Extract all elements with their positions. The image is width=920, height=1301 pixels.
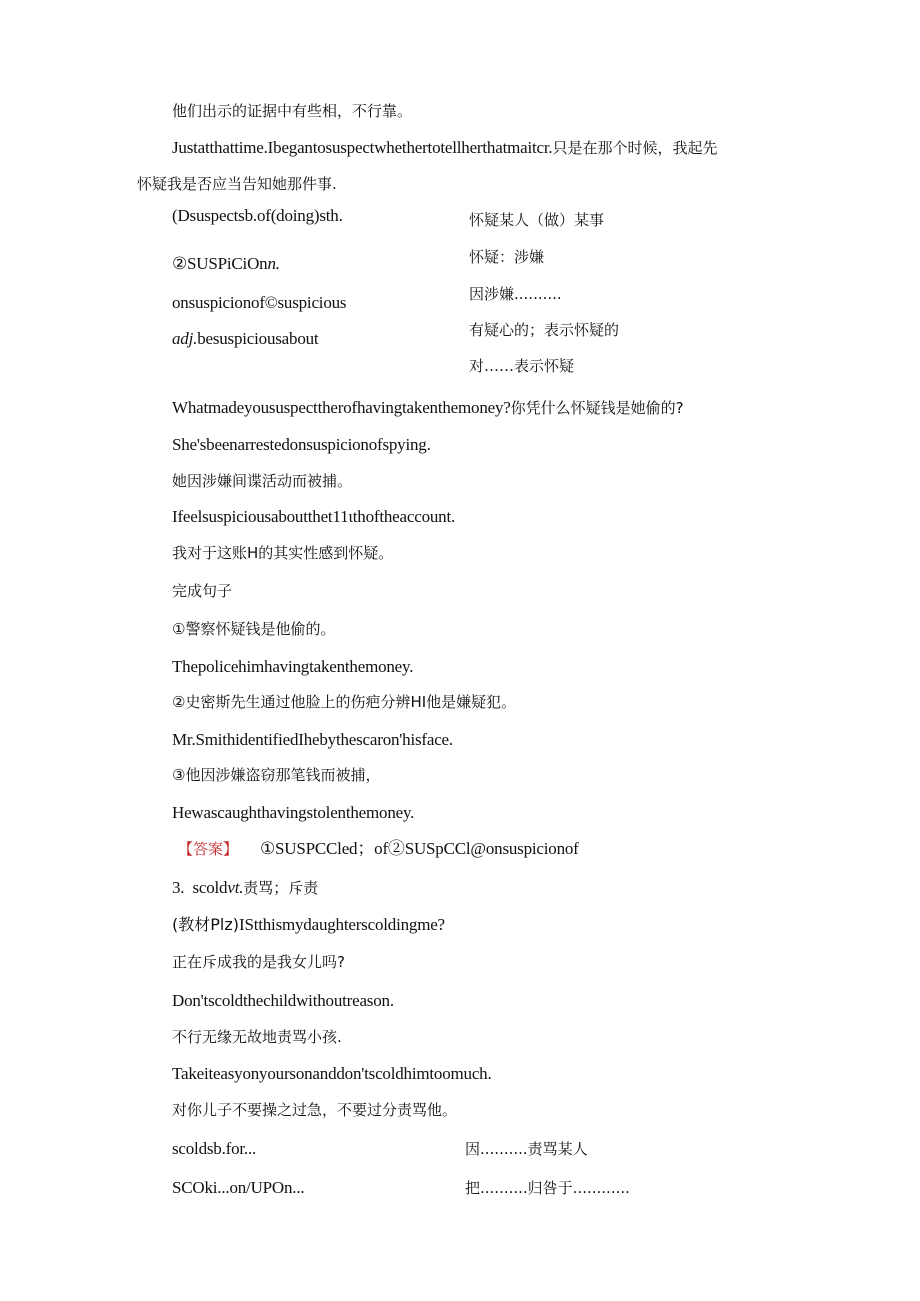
answer-text: ①SUSPCCled；of②SUSpCCl@onsuspicionof	[260, 839, 579, 858]
phrase-meaning: 怀疑某人（做）某事	[469, 211, 605, 229]
word-heading	[172, 879, 318, 896]
example-sentence: Ifeelsuspiciousaboutthet11ιthoftheaccount.	[172, 507, 456, 526]
example-sentence: Don'tscoldthechildwithoutreason.	[172, 991, 394, 1010]
english-text: IStthismydaughterscoldingme?	[238, 915, 445, 934]
phrase-meaning: 有疑心的；表示怀疑的	[469, 321, 620, 339]
english-text: Whatmadeyoususpecttherofhavingtakenthemoney?	[172, 398, 511, 417]
phrase-meaning: 把..........归咎于............	[465, 1179, 630, 1197]
example-sentence	[172, 916, 445, 933]
part-of-speech: n.	[267, 254, 280, 273]
exercise-sentence: Mr.SmithidentifiedIhebythescaron'hisface.	[172, 730, 453, 749]
example-sentence	[172, 399, 684, 416]
example-sentence: She'sbeenarrestedonsuspicionofspying.	[172, 435, 431, 454]
phrase-entry: onsuspicionof©suspicious	[172, 293, 347, 312]
translation: 她因涉嫌间谍活动而被捕。	[172, 472, 353, 490]
exercise-sentence: Hewascaughthavingstolenthemoney.	[172, 803, 415, 822]
example-sentence	[172, 139, 717, 156]
phrase-meaning: 怀疑：涉嫌	[469, 248, 545, 266]
translation: 正在斥成我的是我女儿吗?	[172, 953, 345, 971]
word-text: ②SUSPiCiOn	[172, 254, 268, 273]
item-number: 3.	[172, 878, 185, 897]
exercise-sentence: Thepolicehimhavingtakenthemoney.	[172, 657, 414, 676]
translation: 我对于这账H的其实性感到怀疑。	[172, 544, 394, 562]
phrase-entry: (Dsuspectsb.of(doing)sth.	[172, 206, 343, 225]
phrase-entry	[172, 330, 318, 347]
chinese-text: 只是在那个时候，我起先	[552, 139, 718, 157]
phrase-entry: scoldsb.for...	[172, 1139, 257, 1158]
part-of-speech: vt.	[227, 878, 244, 897]
headword: scold	[192, 878, 228, 897]
exercise-question: ②史密斯先生通过他脸上的伤疤分辨HI他是嫌疑犯。	[172, 693, 517, 711]
phrase-meaning: 因..........责骂某人	[465, 1140, 588, 1158]
part-of-speech: adj.	[172, 329, 198, 348]
word-text: besuspiciousabout	[197, 329, 319, 348]
phrase-entry	[172, 255, 280, 272]
phrase-meaning: 因涉嫌..........	[469, 285, 562, 303]
exercise-question: ③他因涉嫌盗窃那笔钱而被捕，	[172, 766, 381, 784]
source-note: (教材Plz)	[172, 915, 239, 934]
english-text: Justatthattime.Ibegantosuspectwhethertotellherthatmaitcr.	[172, 138, 553, 157]
answer-label: 【答案】	[178, 840, 239, 858]
answer-line	[178, 840, 579, 857]
exercise-heading: 完成句子	[172, 582, 233, 600]
word-meaning: 责骂；斥责	[243, 879, 319, 897]
exercise-question: ①警察怀疑钱是他偷的。	[172, 620, 336, 638]
text-line: 怀疑我是否应当告知她那件事.	[137, 175, 337, 193]
text-line: 他们出示的证据中有些相，不行靠。	[172, 102, 413, 120]
phrase-meaning: 对……表示怀疑	[469, 357, 575, 375]
translation: 对你儿子不要操之过急，不要过分责骂他。	[172, 1101, 458, 1119]
example-sentence: Takeiteasyonyoursonanddon'tscoldhimtoomuch.	[172, 1064, 492, 1083]
phrase-entry: SCOki...on/UPOn...	[172, 1178, 305, 1197]
chinese-text: 你凭什么怀疑钱是她偷的?	[510, 399, 684, 417]
translation: 不行无缘无故地责骂小孩.	[172, 1028, 342, 1046]
